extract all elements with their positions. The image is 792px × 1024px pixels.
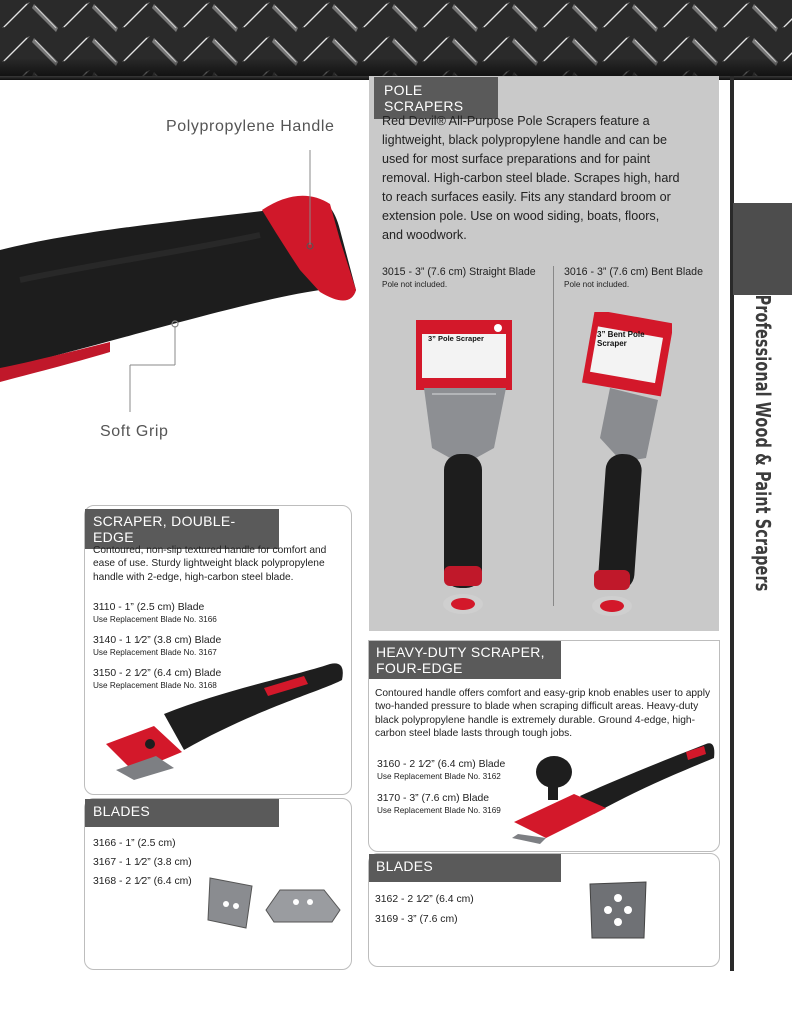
blade-3166: 3166 - 1” (2.5 cm) [93, 838, 176, 849]
bent-pole-scraper-image [572, 312, 672, 624]
four-edge-item-3160: 3160 - 2 1⁄2” (6.4 cm) Blade Use Replacement Blade No. 3162 [377, 759, 506, 781]
double-edge-item-3110: 3110 - 1” (2.5 cm) Blade Use Replacement Blade No. 3166 [93, 602, 217, 624]
blade-3169: 3169 - 3” (7.6 cm) [375, 914, 458, 925]
grip-callout-label: Soft Grip [100, 423, 169, 440]
pole-card-title-1: 3” Pole Scraper [428, 334, 484, 343]
pole-item-3015: 3015 - 3” (7.6 cm) Straight Blade Pole not included. [382, 266, 536, 289]
four-edge-title: HEAVY-DUTY SCRAPER, FOUR-EDGE [369, 641, 561, 679]
double-edge-title: SCRAPER, DOUBLE-EDGE [85, 509, 279, 549]
pole-card-title-2: 3” Bent Pole Scraper [597, 330, 645, 348]
double-edge-item-3150: 3150 - 2 1⁄2” (6.4 cm) Blade Use Replacement Blade No. 3168 [93, 668, 222, 690]
blades-right-list [375, 890, 474, 930]
side-title-container [733, 294, 792, 592]
straight-pole-scraper-image [410, 318, 520, 623]
blade-3167: 3167 - 1 1⁄2” (3.8 cm) [93, 857, 192, 868]
pole-scrapers-title: POLE SCRAPERS [374, 77, 498, 119]
double-edge-description: Contoured, non-slip textured handle for comfort and ease of use. Sturdy lightweight black polypropylene handle with 2-edge, high-carbon steel blade. [93, 545, 327, 583]
blade-3162: 3162 - 2 1⁄2” (6.4 cm) [375, 894, 474, 905]
blades-left-title: BLADES [85, 799, 279, 827]
double-edge-scraper-image [104, 660, 346, 782]
side-title: Professional Wood & Paint Scrapers [750, 294, 775, 592]
four-edge-description: Contoured handle offers comfort and easy-grip knob enables user to apply two-handed pressure to blade when scraping difficult areas. Heavy-duty black polypropylene handle is extremely durable. Ground 4-edge, high-carbon steel blade lasts through tough jobs. [375, 688, 711, 740]
pole-description: Red Devil® All-Purpose Pole Scrapers feature a lightweight, black polypropylene handle and can be used for most surface preparations and for paint removal. High-carbon steel blade. Scrapes high, hard to reach surfaces easily. Fits any standard broom or extension pole. Use on wood siding, boats, floors, and woodwork. [382, 114, 680, 242]
four-edge-scraper-image [510, 738, 716, 844]
double-edge-item-3140: 3140 - 1 1⁄2” (3.8 cm) Blade Use Replacement Blade No. 3167 [93, 635, 222, 657]
pole-divider [553, 266, 554, 606]
double-edge-blades-image [206, 870, 346, 932]
pole-item-3016: 3016 - 3” (7.6 cm) Bent Blade Pole not included. [564, 266, 703, 289]
four-edge-item-3170: 3170 - 3” (7.6 cm) Blade Use Replacement Blade No. 3169 [377, 793, 501, 815]
four-edge-blade-image [588, 878, 648, 942]
callout-lines [120, 140, 320, 420]
blades-left-list [93, 834, 192, 891]
blades-right-title: BLADES [369, 854, 561, 882]
blade-3168: 3168 - 2 1⁄2” (6.4 cm) [93, 876, 192, 887]
handle-callout-label: Polypropylene Handle [166, 118, 335, 135]
